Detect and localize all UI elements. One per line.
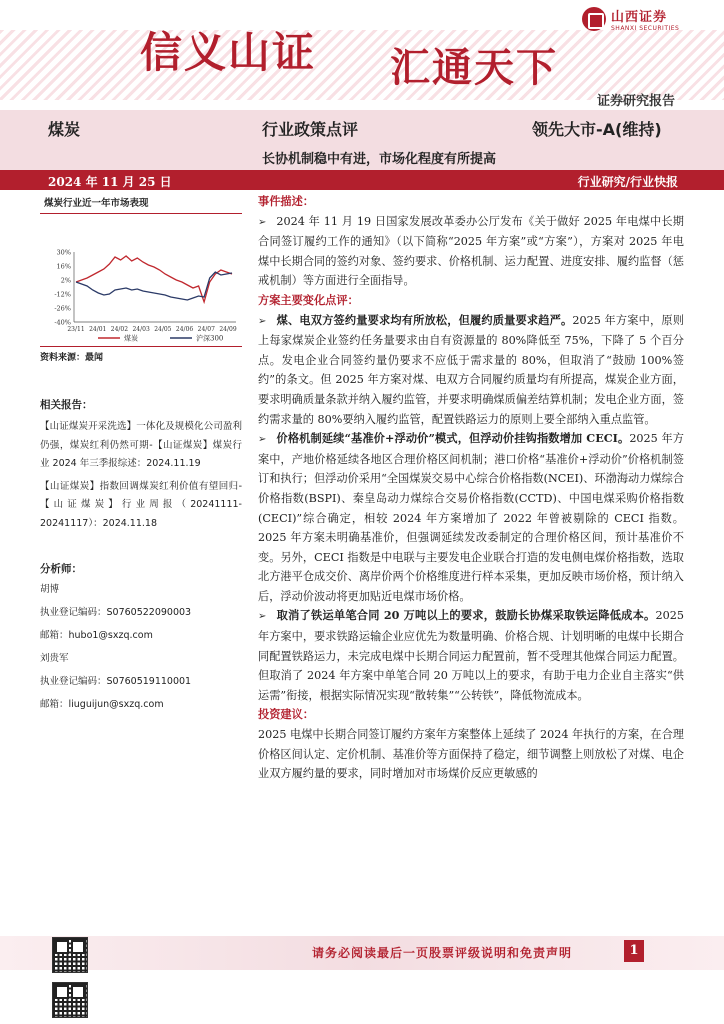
y-tick-label: -12% [54, 290, 71, 299]
report-date: 2024 年 11 月 25 日 [48, 175, 172, 189]
report-type: 证券研究报告 [596, 94, 675, 109]
y-tick-label: -26% [54, 304, 71, 313]
section-heading-event: 事件描述： [258, 195, 314, 208]
market-performance-chart [40, 214, 242, 342]
x-tick-label: 24/07 [197, 326, 215, 333]
analyst-email[interactable]: 邮箱：liuguijun@sxzq.com [40, 699, 164, 710]
x-tick-label: 24/02 [110, 326, 129, 333]
related-report-1[interactable]: 【山证煤炭开采洗选】一体化及规模化公司盈利仍强，煤炭红利仍然可期-【山证煤炭】煤炭行业 2024 年三季报综述：2024.11.19 [40, 421, 242, 469]
series-line-coal [76, 256, 232, 302]
qr-code-icon [52, 937, 88, 973]
analyst-reg-code: 执业登记编码：S0760519110001 [40, 676, 192, 687]
change-1-lead: 煤、电双方签约量要求均有所放松，但履约质量要求趋严。 [276, 312, 573, 327]
change-3-lead: 取消了铁运单笔合同 20 万吨以上的要求，鼓励长协煤采取铁运降低成本。 [276, 608, 656, 623]
y-tick-label: -40% [54, 318, 71, 327]
x-tick-label: 24/09 [219, 326, 237, 333]
company-logo [582, 6, 679, 32]
qr-code-icon [52, 982, 88, 1018]
change-paragraph-3 [258, 606, 684, 705]
arrow-bullet-icon: ➢ [258, 216, 267, 228]
related-reports-heading: 相关报告： [40, 399, 93, 411]
chart-title: 煤炭行业近一年市场表现 [40, 190, 242, 214]
x-tick-label: 24/05 [154, 326, 172, 333]
analysts-list [40, 578, 242, 716]
slogan-part2: 汇通天下 [390, 44, 558, 91]
event-paragraph [258, 212, 684, 291]
investment-paragraph: 2025 电煤中长期合同签订履约方案年方案整体上延续了 2024 年执行的方案，在合理价格区间认定、定价机制、基准价等方面保持了稳定，细节调整上则放松了对煤、电企业双方履约量的要求，同时增加对市场煤价反应更敏感的 [258, 728, 684, 781]
x-tick-label: 24/01 [89, 326, 107, 333]
main-content [258, 192, 684, 784]
change-2-text: 2025 年方案中，产地价格延续各地区合理价格区间机制；港口价格“基准价+浮动价”价格机制签订和执行；但浮动价采用“全国煤炭交易中心综合价格指数(NCEI)、环渤海动力煤综合价格指数(BSPI)、秦皇岛动力煤综合交易价格指数(CCTD)、中国电煤采购价格指数(CECI)”综合确定，相较 2024 年方案增加了 2022 年曾被剔除的 CECI 指数。2025 年方案未明确基准价，但强调延续发改委制定的合理价格区间，预计基准价不变。另外，CECI 指数是中电联与主要发电企业联合打造的发电侧电煤价格指数，选取北方港平仓成交价、离岸价两个价格维度进行样本采集，更加反映市场价格，预计纳入后，浮动价波动将更加贴近电煤市场价格。 [258, 432, 684, 603]
y-tick-label: 16% [56, 262, 71, 271]
arrow-bullet-icon: ➢ [258, 611, 267, 623]
analyst-name: 刘贵军 [40, 653, 69, 664]
disclaimer: 请务必阅读最后一页股票评级说明和免责声明 [312, 946, 573, 960]
x-tick-label: 24/06 [175, 326, 194, 333]
industry-name: 煤炭 [48, 120, 81, 139]
logo-icon [582, 7, 606, 31]
event-text: 2024 年 11 月 19 日国家发展改革委办公厅发布《关于做好 2025 年电煤中长期合同签订履约工作的通知》（以下简称“2025 年方案”或“方案”），方案对 2025 年电煤中长期合同的签约对象、签约要求、价格机制、运力配置、进度安排、履约监督（惩戒机制）等方面进行全面指导。 [258, 214, 684, 288]
x-tick-label: 24/03 [132, 326, 150, 333]
change-2-lead: 价格机制延续“基准价+浮动价”模式，但浮动价挂钩指数增加 CECI。 [276, 431, 630, 446]
change-paragraph-2 [258, 429, 684, 606]
analyst-name: 胡博 [40, 584, 60, 595]
change-1-text: 2025 年方案中，原则上每家煤炭企业签约任务量要求由自有资源量的 80%降低至 75%，下降了 5 个百分点。发电企业合同签约量仍要求不应低于需求量的 80%，但取消了“鼓励 100%签约”的条文。但 2025 年方案对煤、电双方合同履约质量均有所提高，煤炭企业方面，要求明确质量条款并纳入履约监管，并要求明确煤质偏差结算机制；发电企业方面，签约需求量的 80%要纳入履约监管，配置铁路运力的原则上要全部纳入重点监管。 [258, 313, 684, 426]
arrow-bullet-icon: ➢ [258, 315, 267, 327]
chart-svg [40, 214, 242, 342]
analyst-reg-code: 执业登记编码：S0760522090003 [40, 607, 192, 618]
report-category: 行业研究/行业快报 [577, 175, 678, 189]
change-paragraph-1 [258, 311, 684, 430]
report-subtitle: 长协机制稳中有进，市场化程度有所提高 [262, 152, 497, 167]
section-heading-changes: 方案主要变化点评： [258, 293, 359, 307]
chart-source: 资料来源：最闻 [40, 346, 242, 363]
related-reports [40, 418, 242, 533]
header-banner [0, 0, 724, 110]
section-heading-investment: 投资建议： [258, 708, 314, 722]
legend-label: 煤炭 [124, 334, 138, 342]
y-tick-label: 30% [56, 248, 71, 257]
y-tick-label: 2% [60, 276, 71, 285]
rating: 领先大市-A(维持) [532, 120, 662, 139]
logo-cn-text: 山西证券 [611, 10, 668, 25]
slogan-part1: 信义山证 [140, 28, 317, 77]
analyst-email[interactable]: 邮箱：hubo1@sxzq.com [40, 630, 153, 641]
arrow-bullet-icon: ➢ [258, 434, 267, 446]
review-type: 行业政策点评 [262, 120, 359, 139]
x-tick-label: 23/11 [67, 326, 85, 333]
related-report-2[interactable]: 【山证煤炭】指数回调煤炭红利价值有望回归-【山证煤炭】行业周报（20241111-20241117）：2024.11.18 [40, 480, 242, 529]
analysts-heading: 分析师： [40, 563, 82, 575]
page-number: 1 [624, 940, 644, 962]
change-3-text: 2025 年方案中，要求铁路运输企业应优先为数量明确、价格合规、计划明晰的电煤中长期合同配置铁路运力，未完成电煤中长期合同运力配置前，暂不受理其他煤合同运力配置。但取消了 2024 年方案中单笔合同 20 万吨以上的要求，有助于电力企业自主落实“供运需”衔接，根据实际情况实现“散转集”“公转铁”，降低物流成本。 [258, 609, 684, 702]
sidebar [40, 190, 242, 716]
logo-en-text: SHANXI SECURITIES [611, 25, 680, 32]
legend-label: 沪深300 [196, 334, 224, 342]
